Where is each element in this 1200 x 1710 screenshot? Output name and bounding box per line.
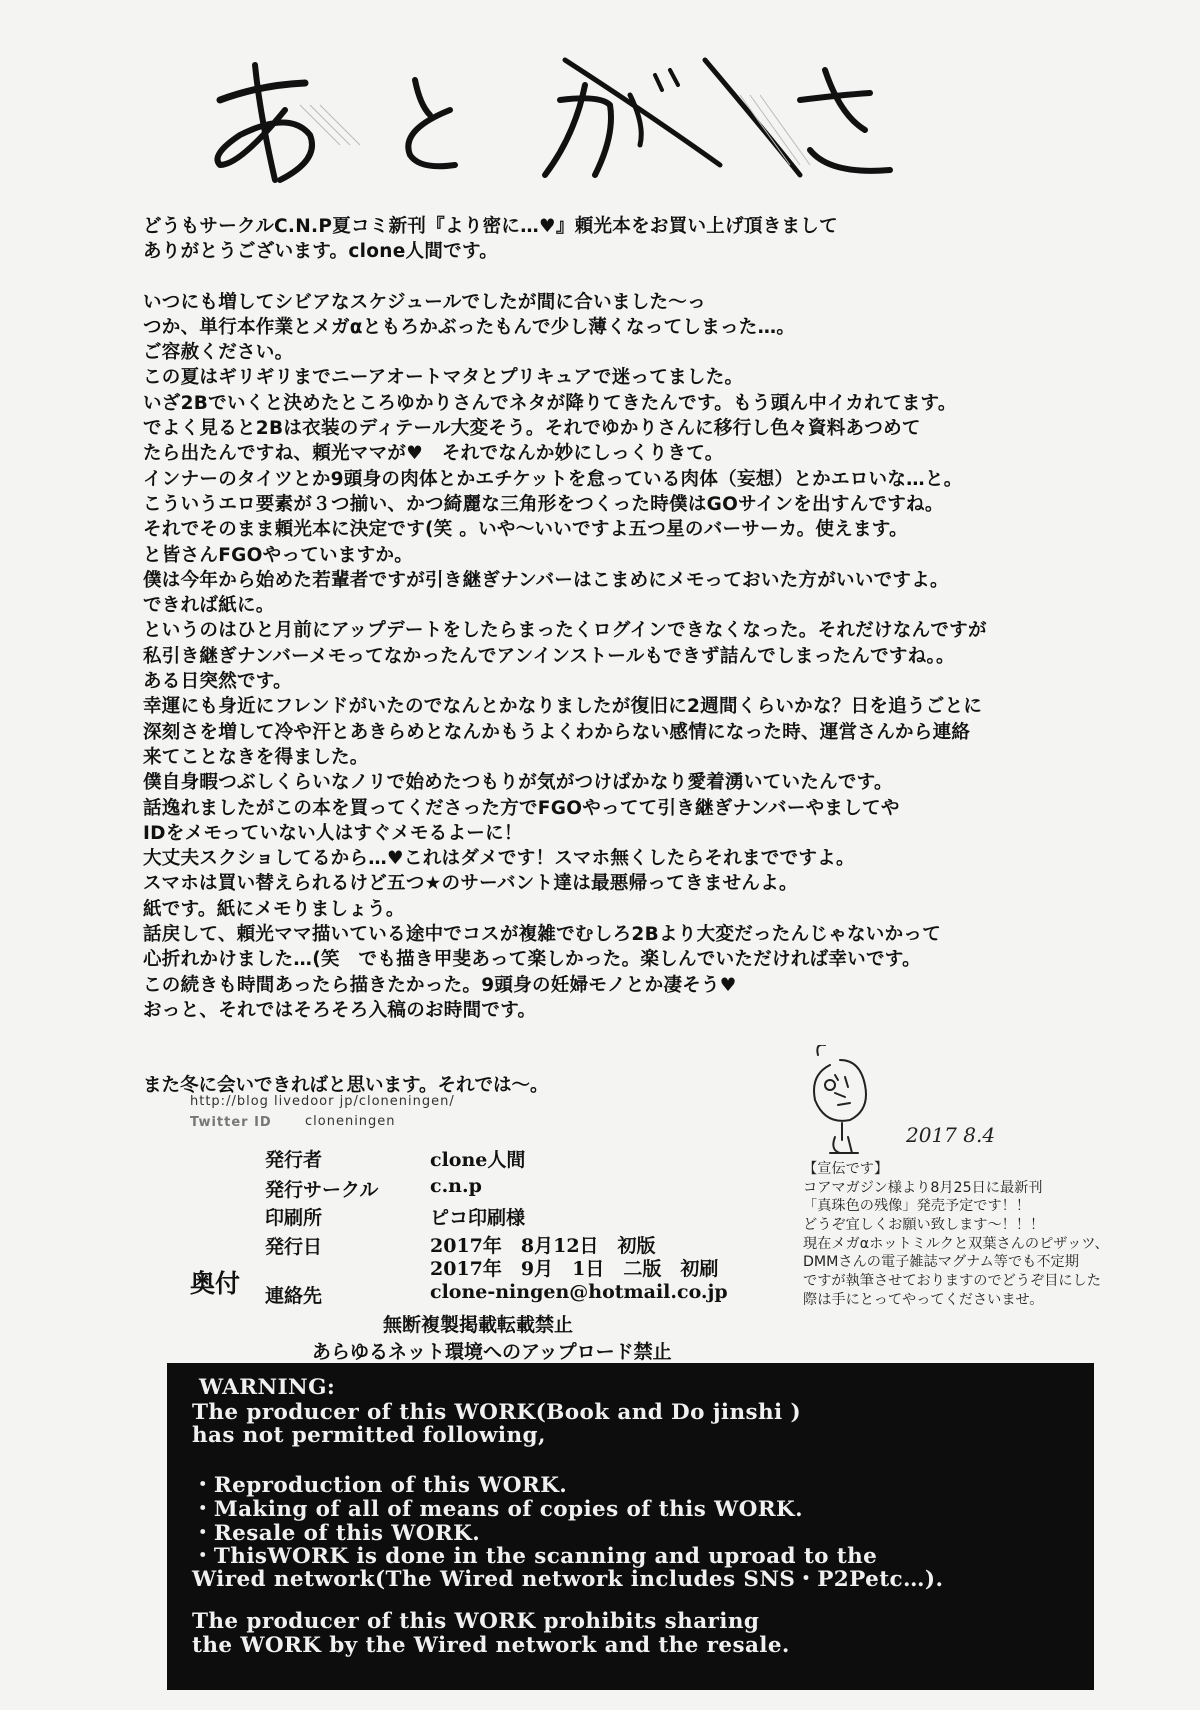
advertisement-line: コアマガジン様より8月25日に最新刊 [803,1179,1043,1196]
advertisement-line: どうぞ宜しくお願い致します～！！！ [803,1217,1045,1234]
warning-line: ・ThisWORK is done in the scanning and uproad to the [192,1544,878,1569]
body-line: 深刻さを増して冷や汗とあきらめとなんかもうよくわからない感情になった時、運営さんから連絡 [143,721,971,743]
blog-url: http://blog livedoor jp/cloneningen/ [190,1094,455,1109]
body-line: おっと、それではそろそろ入稿のお時間です。 [143,999,537,1021]
advertisement-block [803,1160,1109,1310]
afterword-title [200,55,920,195]
body-line: できれば紙に。 [143,595,275,617]
advertisement-line: 現在メガαホットミルクと双葉さんのピザッツ、 [803,1235,1109,1252]
body-line: 私引き継ぎナンバーメモってなかったんでアンインストールもできず詰んでしまったんですね。。 [143,645,955,667]
body-line: 幸運にも身近にフレンドがいたのでなんとかなりましたが復旧に2週間くらいかな？日を追うごとに [143,696,983,718]
body-line: 話逸れましたがこの本を買ってくださった方でFGOやってて引き継ぎナンバーやましてや [143,797,900,819]
handwritten-title-art [200,55,920,195]
body-line: 来てことなきを得ました。 [143,746,369,768]
twitter-handle: cloneningen [305,1114,396,1129]
body-line: ありがとうございます。clone人間です。 [143,241,499,263]
body-line: たら出たんですね、頼光ママが♥ それでなんか妙にしっくりきて。 [143,443,724,465]
body-line: 僕自身暇つぶしくらいなノリで始めたつもりが気がつけばかなり愛着湧いていたんです。 [143,772,893,794]
body-line: と皆さんFGOやっていますか。 [143,544,414,566]
body-line: いざ2Bでいくと決めたところゆかりさんでネタが降りてきたんです。もう頭ん中イカれてます。 [143,392,957,414]
warning-line: ・Reproduction of this WORK. [192,1473,568,1498]
warning-line: has not permitted following, [192,1423,546,1448]
warning-line: The producer of this WORK(Book and Do jinshi ) [192,1400,802,1425]
body-line: でよく見ると2Bは衣装のディテール大変そう。それでゆかりさんに移行し色々資料あつめて [143,418,921,440]
advertisement-line: 「真珠色の残像」発売予定です！！ [803,1198,1031,1215]
warning-box [167,1363,1094,1690]
notice-no-reproduction: 無断複製掲載転載禁止 [383,1314,574,1336]
colophon-value-issue-date-2: 2017年 9月 1日 二版 初刷 [430,1258,719,1280]
body-line: この夏はギリギリまでニーアオートマタとプリキュアで迷ってました。 [143,367,744,389]
signature-date: 2017 8.4 [906,1123,996,1147]
body-line: 大丈夫スクショしてるから…♥これはダメです！スマホ無くしたらそれまでですよ。 [143,848,855,870]
warning-line: ・Resale of this WORK. [192,1521,481,1546]
body-line: IDをメモっていない人はすぐメモるよーに！ [143,822,523,844]
notice-no-upload: あらゆるネット環境へのアップロード禁止 [312,1341,672,1363]
body-line: スマホは買い替えられるけど五つ★のサーバント達は最悪帰ってきませんよ。 [143,873,798,895]
body-line: この続きも時間あったら描きたかった。9頭身の妊婦モノとか凄そう♥ [143,974,737,996]
body-line: どうもサークルC.N.P夏コミ新刊『より密に…♥』頼光本をお買い上げ頂きまして [143,216,838,237]
body-line: ある日突然です。 [143,671,292,693]
colophon-value-publisher: clone人間 [430,1149,526,1171]
body-line: それでそのまま頼光本に決定です(笑 。いや～いいですよ五つ星のバーサーカ。使えます。 [143,519,908,541]
afterword-body [143,214,1093,1023]
warning-line: WARNING: [199,1375,336,1400]
colophon-label-publisher: 発行者 [265,1149,323,1171]
advertisement-line: 【宣伝です】 [803,1161,889,1177]
body-line: インナーのタイツとか9頭身の肉体とかエチケットを怠っている肉体（妄想）とかエロいな…と。 [143,468,963,490]
colophon-label-printer: 印刷所 [265,1207,323,1229]
body-line: 紙です。紙にメモりましょう。 [143,898,405,920]
body-line: こういうエロ要素が３つ揃い、かつ綺麗な三角形をつくった時僕はGOサインを出すんですね。 [143,493,944,515]
warning-line: Wired network(The Wired network includes SNS・P2Petc…). [192,1567,944,1592]
body-line: 心折れかけました…(笑 でも描き甲斐あって楽しかった。楽しんでいただければ幸いです。 [143,949,921,971]
body-line: というのはひと月前にアップデートをしたらまったくログインできなくなった。それだけなんですが [143,620,987,642]
warning-line: ・Making of all of means of copies of this WORK. [192,1497,804,1522]
colophon-label-issue-date: 発行日 [265,1236,323,1258]
warning-line: The producer of this WORK prohibits sharing [192,1609,760,1634]
advertisement-line: 際は手にとってやってくださいませ。 [803,1291,1044,1308]
colophon-value-circle: c.n.p [430,1175,482,1197]
body-line: 話戻して、頼光ママ描いている途中でコスが複雑でむしろ2Bより大変だったんじゃないかって [143,924,942,946]
body-line: 僕は今年から始めた若輩者ですが引き継ぎナンバーはこまめにメモっておいた方がいいですよ。 [143,569,949,591]
twitter-label: Twitter ID [190,1115,272,1130]
colophon-value-contact: clone-ningen@hotmail.co.jp [430,1281,728,1303]
colophon-label-contact: 連絡先 [265,1285,323,1307]
colophon-value-printer: ピコ印刷様 [430,1207,526,1229]
colophon-label-circle: 発行サークル [265,1179,379,1201]
colophon-value-issue-date-1: 2017年 8月12日 初版 [430,1235,656,1257]
advertisement-line: DMMさんの電子雑誌マグナム等でも不定期 [803,1254,1079,1271]
body-line: つか、単行本作業とメガαともろかぶったもんで少し薄くなってしまった…。 [143,316,796,338]
body-line: ご容赦ください。 [143,342,294,364]
colophon-heading: 奥付 [190,1269,241,1298]
advertisement-line: ですが執筆させておりますのでどうぞ目にした [803,1273,1101,1290]
warning-line: the WORK by the Wired network and the resale. [192,1633,790,1658]
closing-line: また冬に会いできればと思います。それでは～。 [143,1075,549,1096]
paragraph-gap [143,265,1093,290]
body-line: いつにも増してシビアなスケジュールでしたが間に合いました～っ [143,291,706,313]
